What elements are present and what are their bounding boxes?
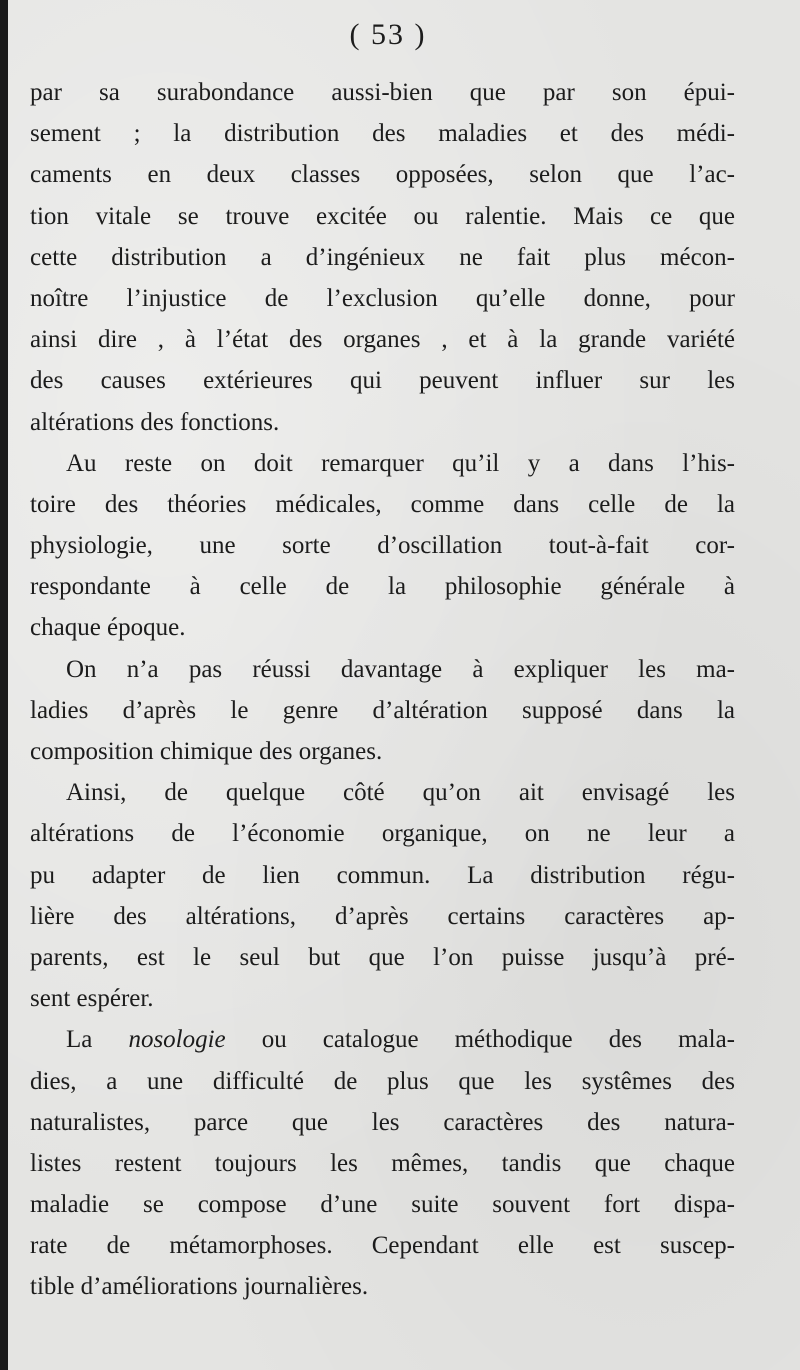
text-line: parents, est le seul but que l’on puisse jusqu’à pré- xyxy=(30,943,735,971)
text-line: naturalistes, parce que les caractères des natura- xyxy=(30,1108,735,1136)
text-line: ladies d’après le genre d’altération supposé dans la xyxy=(30,696,735,724)
text-line: respondante à celle de la philosophie générale à xyxy=(30,573,735,601)
text-line: par sa surabondance aussi-bien que par son épui- xyxy=(30,79,735,106)
text-line: toire des théories médicales, comme dans celle de la xyxy=(30,490,735,518)
text-line: sement ; la distribution des maladies et des médi- xyxy=(30,120,735,148)
text-line: tible d’améliorations journalières. xyxy=(30,1273,369,1301)
text-line: noître l’injustice de l’exclusion qu’elle donne, pour xyxy=(30,284,735,312)
text-line: dies, a une difficulté de plus que les systêmes des xyxy=(30,1067,735,1095)
text-fragment: ou catalogue méthodique des mala- xyxy=(261,1026,735,1054)
text-line: lière des altérations, d’après certains caractères ap- xyxy=(30,902,735,930)
text-line: maladie se compose d’une suite souvent fort dispa- xyxy=(30,1191,735,1219)
text-line: ainsi dire , à l’état des organes , et à la grande variété xyxy=(30,326,735,354)
text-line: caments en deux classes opposées, selon que l’ac- xyxy=(30,161,735,189)
text-line: rate de métamorphoses. Cependant elle est suscep- xyxy=(30,1232,735,1260)
text-line: Ainsi, de quelque côté qu’on ait envisagé les xyxy=(66,779,735,807)
text-line: sent espérer. xyxy=(30,985,154,1013)
text-line: physiologie, une sorte d’oscillation tout-à-fait cor- xyxy=(30,532,735,560)
text-line: listes restent toujours les mêmes, tandis que chaque xyxy=(30,1149,735,1177)
text-line: chaque époque. xyxy=(30,614,186,642)
text-line: On n’a pas réussi davantage à expliquer les ma- xyxy=(66,655,735,683)
body-text xyxy=(30,72,735,1308)
text-line: altérations de l’économie organique, on ne leur a xyxy=(30,820,735,848)
text-line: cette distribution a d’ingénieux ne fait plus mécon- xyxy=(30,243,735,271)
book-page xyxy=(8,0,800,1370)
text-line: des causes extérieures qui peuvent influer sur les xyxy=(30,367,735,395)
text-fragment: La xyxy=(66,1026,93,1054)
text-line: pu adapter de lien commun. La distribution régu- xyxy=(30,861,735,889)
text-line-nosologie xyxy=(30,1019,735,1060)
text-line: Au reste on doit remarquer qu’il y a dans l’his- xyxy=(66,449,735,477)
text-line: altérations des fonctions. xyxy=(30,408,280,436)
page-number: ( 53 ) xyxy=(349,18,427,51)
text-line: tion vitale se trouve excitée ou ralentie. Mais ce que xyxy=(30,202,735,230)
text-line: composition chimique des organes. xyxy=(30,738,383,765)
italic-word: nosologie xyxy=(128,1026,226,1054)
